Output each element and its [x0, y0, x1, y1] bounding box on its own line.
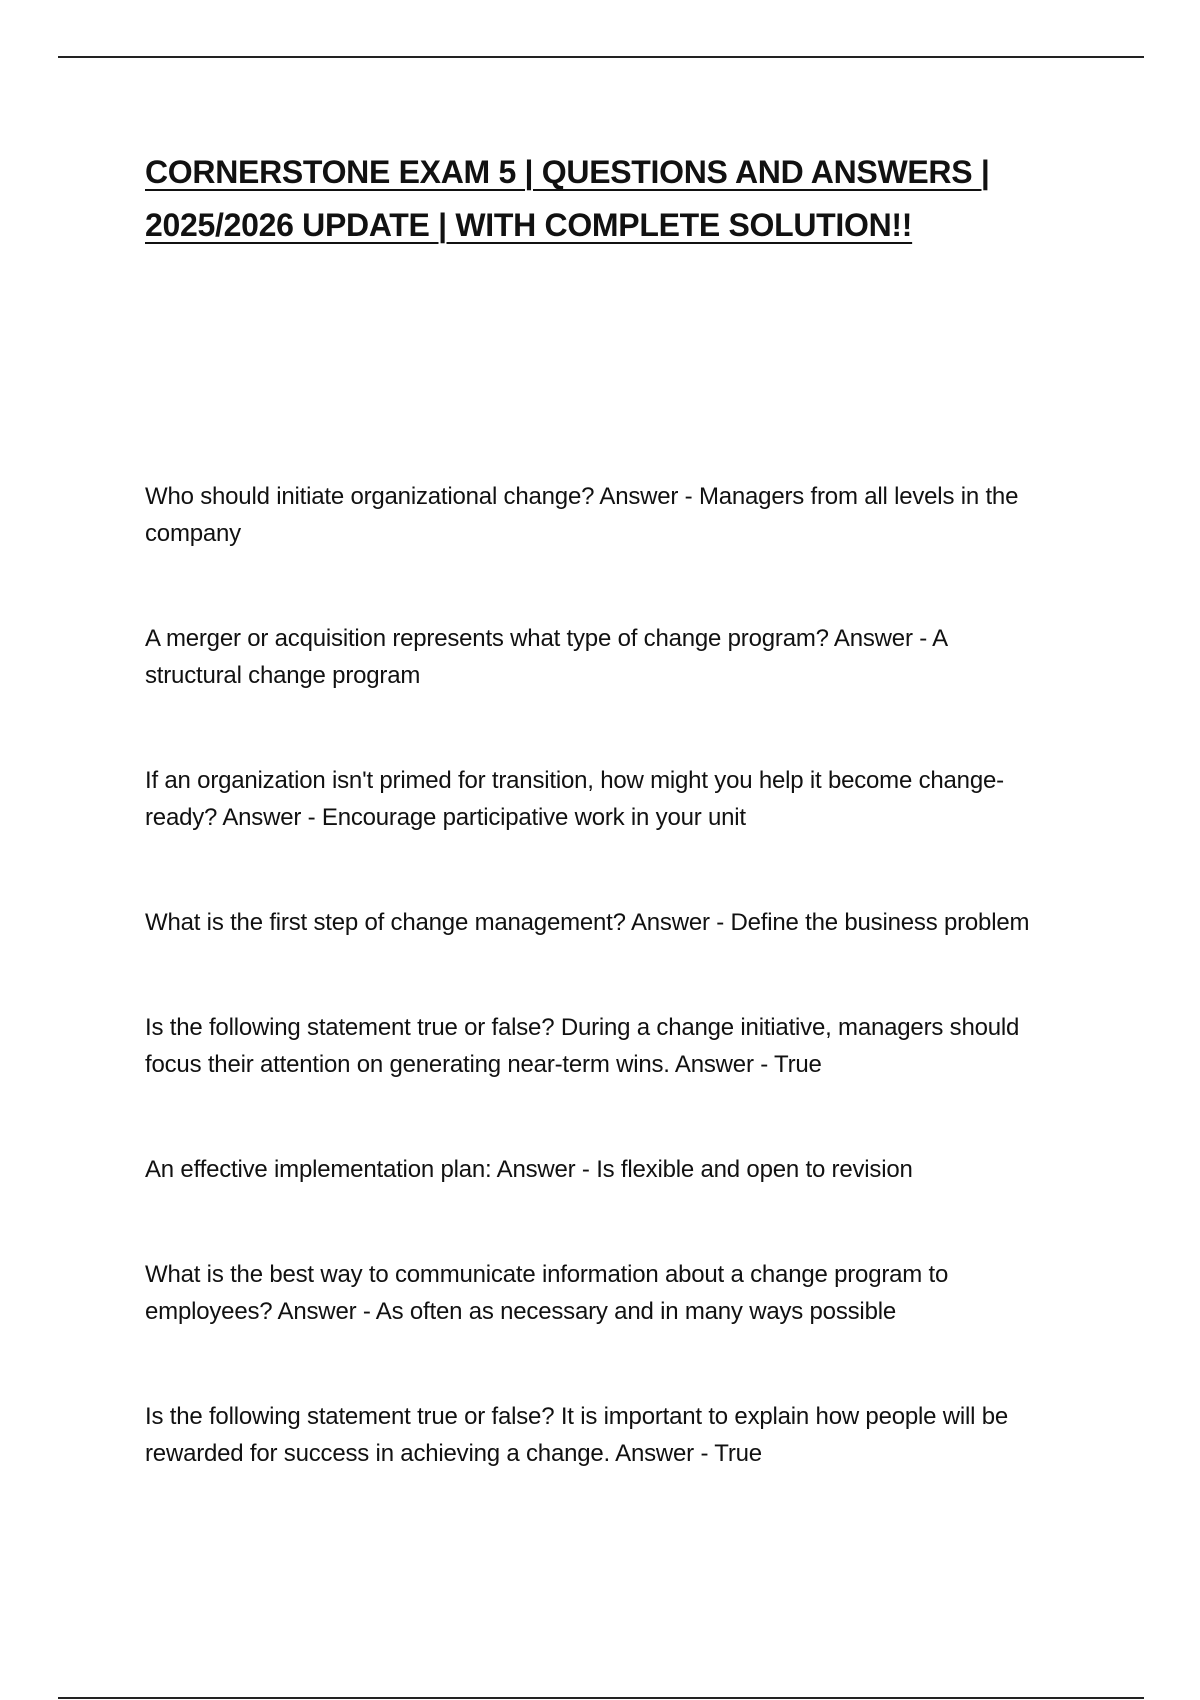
qa-list — [145, 478, 1045, 1540]
footer-rule — [58, 1697, 1144, 1699]
qa-item: Is the following statement true or false? During a change initiative, managers should focus their attention on generating near-term wins. Answer - True — [145, 1014, 1020, 1078]
qa-item: Is the following statement true or false? It is important to explain how people will be rewarded for success in achieving a change. Answer - True — [145, 1403, 1009, 1467]
qa-item: If an organization isn't primed for transition, how might you help it become change-ready? Answer - Encourage participative work in your unit — [145, 767, 1004, 831]
qa-item: What is the first step of change management? Answer - Define the business problem — [145, 909, 1030, 936]
document-title: CORNERSTONE EXAM 5 | QUESTIONS AND ANSWERS | 2025/2026 UPDATE | WITH COMPLETE SOLUTION!! — [145, 154, 990, 243]
qa-item: Who should initiate organizational change? Answer - Managers from all levels in the company — [145, 483, 1019, 547]
qa-item: An effective implementation plan: Answer - Is flexible and open to revision — [145, 1156, 913, 1183]
qa-item: A merger or acquisition represents what type of change program? Answer - A structural change program — [145, 625, 947, 689]
header-rule — [58, 56, 1144, 58]
qa-item: What is the best way to communicate information about a change program to employees? Answer - As often as necessary and in many ways possible — [145, 1261, 949, 1325]
